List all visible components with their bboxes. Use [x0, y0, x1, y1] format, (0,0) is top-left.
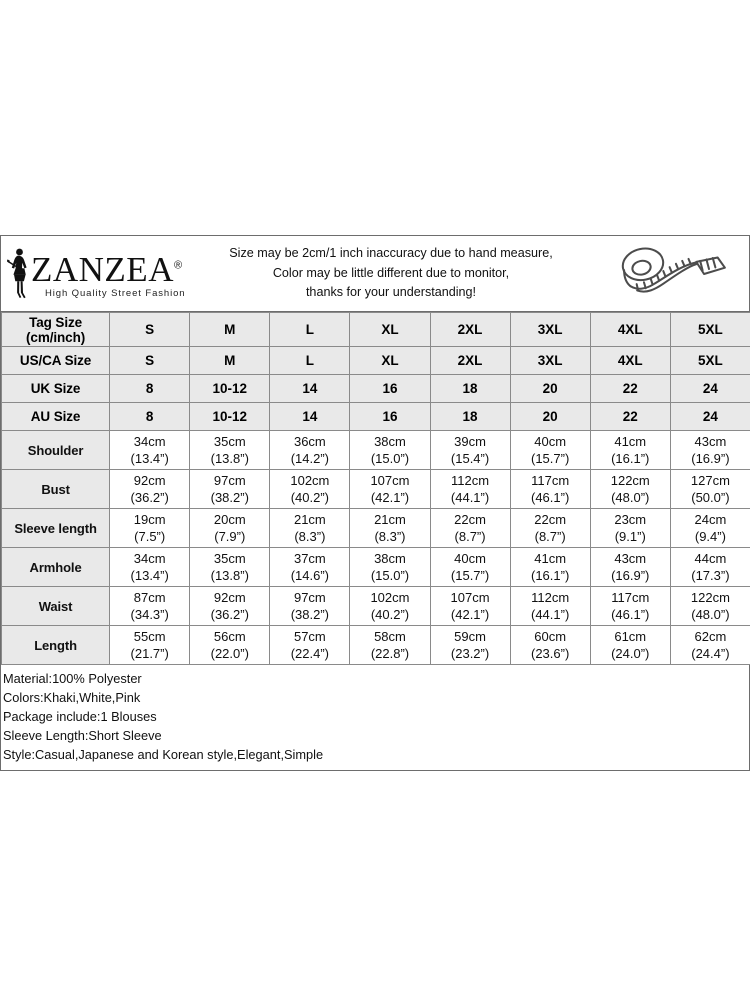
cell-armhole-6	[510, 548, 590, 587]
cell-tag-size-xl: XL	[350, 313, 430, 347]
value-cm: 107cm	[370, 473, 410, 488]
table-row-au-size	[2, 403, 750, 431]
cell-sleeve-8	[670, 509, 750, 548]
cell-sleeve-3	[270, 509, 350, 548]
table-row-uk-size	[2, 375, 750, 403]
cell-waist-3	[270, 587, 350, 626]
value-cm: 107cm	[450, 590, 490, 605]
value-cm: 112cm	[531, 590, 570, 605]
cell-tag-size-3xl: 3XL	[510, 313, 590, 347]
value-cm: 24cm	[694, 512, 727, 527]
value-inch: (23.2”)	[450, 646, 490, 661]
value-cm: 40cm	[534, 434, 567, 449]
value-inch: (48.0”)	[691, 607, 730, 622]
row-label-tag-size	[2, 313, 110, 347]
value-cm: 20cm	[213, 512, 246, 527]
value-cm: 23cm	[614, 512, 647, 527]
value-inch: (23.6”)	[531, 646, 570, 661]
value-inch: (22.8”)	[370, 646, 410, 661]
brand-lockup	[31, 250, 186, 300]
cell-shoulder-4	[350, 431, 430, 470]
value-cm: 22cm	[534, 512, 567, 527]
cell-waist-7	[590, 587, 670, 626]
cell-armhole-2	[190, 548, 270, 587]
cell-uk-size-1: 8	[110, 375, 190, 403]
cell-shoulder-6	[510, 431, 590, 470]
cell-usca-size-3: L	[270, 347, 350, 375]
cell-uk-size-2: 10-12	[190, 375, 270, 403]
value-cm: 117cm	[531, 473, 570, 488]
brand-logo	[1, 247, 186, 301]
cell-tag-size-s: S	[110, 313, 190, 347]
value-cm: 60cm	[534, 629, 567, 644]
cell-usca-size-7: 4XL	[590, 347, 670, 375]
cell-sleeve-7	[590, 509, 670, 548]
cell-uk-size-5: 18	[430, 375, 510, 403]
detail-style: Style:Casual,Japanese and Korean style,Elegant,Simple	[3, 747, 324, 762]
cell-au-size-7: 22	[590, 403, 670, 431]
cell-uk-size-4: 16	[350, 375, 430, 403]
detail-sleeve-length: Sleeve Length:Short Sleeve	[3, 728, 162, 743]
value-inch: (22.4”)	[290, 646, 330, 661]
value-inch: (38.2”)	[290, 607, 330, 622]
cell-waist-8	[670, 587, 750, 626]
cell-armhole-7	[590, 548, 670, 587]
table-row-armhole	[2, 548, 750, 587]
value-cm: 97cm	[213, 473, 246, 488]
value-inch: (8.7”)	[454, 529, 486, 544]
table-row-tag-size	[2, 313, 750, 347]
cell-au-size-5: 18	[430, 403, 510, 431]
row-label-waist: Waist	[2, 587, 110, 626]
cell-tag-size-2xl: 2XL	[430, 313, 510, 347]
cell-au-size-8: 24	[670, 403, 750, 431]
value-inch: (8.3”)	[294, 529, 326, 544]
value-cm: 38cm	[374, 434, 406, 449]
value-cm: 34cm	[133, 434, 166, 449]
cell-au-size-3: 14	[270, 403, 350, 431]
cell-bust-6	[510, 470, 590, 509]
value-cm: 44cm	[694, 551, 727, 566]
value-inch: (9.4”)	[694, 529, 726, 544]
value-inch: (46.1”)	[531, 490, 570, 505]
value-inch: (15.0”)	[370, 568, 410, 583]
value-inch: (8.3”)	[374, 529, 406, 544]
cell-shoulder-5	[430, 431, 510, 470]
row-label-au-size: AU Size	[2, 403, 110, 431]
row-label-line-2: (cm/inch)	[26, 329, 86, 345]
cell-shoulder-1	[110, 431, 190, 470]
row-label-shoulder: Shoulder	[2, 431, 110, 470]
measuring-tape-icon	[599, 242, 749, 306]
value-cm: 21cm	[374, 512, 406, 527]
value-cm: 41cm	[614, 434, 647, 449]
cell-tag-size-m: M	[190, 313, 270, 347]
value-inch: (13.4”)	[130, 451, 169, 466]
table-row-sleeve-length	[2, 509, 750, 548]
brand-name	[31, 250, 185, 290]
size-chart-table	[1, 312, 750, 665]
cell-bust-5	[430, 470, 510, 509]
value-inch: (16.1”)	[611, 451, 650, 466]
value-inch: (9.1”)	[614, 529, 646, 544]
value-inch: (14.2”)	[290, 451, 330, 466]
value-inch: (7.9”)	[214, 529, 246, 544]
cell-length-1	[110, 626, 190, 665]
value-cm: 35cm	[213, 551, 246, 566]
value-inch: (38.2”)	[210, 490, 249, 505]
table-row-usca-size	[2, 347, 750, 375]
value-inch: (40.2”)	[290, 490, 330, 505]
value-cm: 102cm	[370, 590, 410, 605]
cell-bust-1	[110, 470, 190, 509]
value-inch: (13.8”)	[210, 451, 249, 466]
cell-usca-size-1: S	[110, 347, 190, 375]
value-cm: 57cm	[293, 629, 326, 644]
cell-au-size-2: 10-12	[190, 403, 270, 431]
value-cm: 21cm	[293, 512, 326, 527]
cell-uk-size-8: 24	[670, 375, 750, 403]
cell-waist-6	[510, 587, 590, 626]
value-inch: (7.5”)	[134, 529, 166, 544]
cell-waist-4	[350, 587, 430, 626]
cell-shoulder-8	[670, 431, 750, 470]
value-cm: 19cm	[133, 512, 166, 527]
cell-au-size-4: 16	[350, 403, 430, 431]
row-label-bust: Bust	[2, 470, 110, 509]
value-inch: (14.6”)	[290, 568, 330, 583]
value-cm: 34cm	[133, 551, 166, 566]
row-label-length: Length	[2, 626, 110, 665]
value-inch: (13.8”)	[210, 568, 249, 583]
cell-tag-size-4xl: 4XL	[590, 313, 670, 347]
row-label-usca-size: US/CA Size	[2, 347, 110, 375]
cell-armhole-3	[270, 548, 350, 587]
brand-name-text: ZANZEA	[31, 250, 174, 290]
value-cm: 43cm	[694, 434, 727, 449]
value-inch: (15.4”)	[450, 451, 490, 466]
table-row-shoulder	[2, 431, 750, 470]
cell-armhole-1	[110, 548, 190, 587]
value-cm: 38cm	[374, 551, 406, 566]
notice-line-1: Size may be 2cm/1 inch inaccuracy due to hand measure,	[229, 246, 553, 261]
value-inch: (24.0”)	[611, 646, 650, 661]
cell-armhole-8	[670, 548, 750, 587]
notice-line-3: thanks for your understanding!	[305, 285, 477, 300]
value-cm: 117cm	[611, 590, 650, 605]
value-cm: 92cm	[133, 473, 166, 488]
value-inch: (16.1”)	[531, 568, 570, 583]
value-cm: 58cm	[374, 629, 406, 644]
value-cm: 62cm	[694, 629, 727, 644]
value-inch: (16.9”)	[611, 568, 650, 583]
detail-package: Package include:1 Blouses	[3, 709, 157, 724]
cell-bust-2	[190, 470, 270, 509]
value-inch: (22.0”)	[210, 646, 249, 661]
cell-waist-2	[190, 587, 270, 626]
cell-armhole-4	[350, 548, 430, 587]
cell-bust-8	[670, 470, 750, 509]
value-cm: 43cm	[614, 551, 647, 566]
value-cm: 35cm	[213, 434, 246, 449]
value-inch: (44.1”)	[531, 607, 570, 622]
size-table-body	[2, 313, 750, 665]
cell-length-7	[590, 626, 670, 665]
value-inch: (40.2”)	[370, 607, 410, 622]
value-cm: 87cm	[133, 590, 166, 605]
brand-tagline: High Quality Street Fashion	[45, 287, 186, 299]
row-label-armhole: Armhole	[2, 548, 110, 587]
cell-length-3	[270, 626, 350, 665]
value-inch: (15.7”)	[531, 451, 570, 466]
value-inch: (36.2”)	[130, 490, 169, 505]
cell-shoulder-2	[190, 431, 270, 470]
value-cm: 36cm	[293, 434, 326, 449]
value-cm: 56cm	[213, 629, 246, 644]
table-row-bust	[2, 470, 750, 509]
value-inch: (15.0”)	[370, 451, 410, 466]
cell-usca-size-8: 5XL	[670, 347, 750, 375]
value-cm: 122cm	[610, 473, 650, 488]
value-cm: 112cm	[451, 473, 490, 488]
cell-sleeve-1	[110, 509, 190, 548]
value-cm: 40cm	[454, 551, 486, 566]
value-cm: 55cm	[133, 629, 166, 644]
cell-length-2	[190, 626, 270, 665]
value-cm: 39cm	[454, 434, 486, 449]
cell-tag-size-5xl: 5XL	[670, 313, 750, 347]
cell-usca-size-4: XL	[350, 347, 430, 375]
measurement-notice	[183, 244, 599, 303]
value-inch: (42.1”)	[450, 607, 490, 622]
value-cm: 41cm	[534, 551, 567, 566]
content-block	[0, 235, 750, 771]
cell-sleeve-2	[190, 509, 270, 548]
value-cm: 22cm	[454, 512, 486, 527]
value-inch: (13.4”)	[130, 568, 169, 583]
cell-tag-size-l: L	[270, 313, 350, 347]
value-inch: (44.1”)	[450, 490, 490, 505]
value-cm: 127cm	[690, 473, 730, 488]
value-cm: 61cm	[614, 629, 647, 644]
cell-au-size-6: 20	[510, 403, 590, 431]
cell-uk-size-3: 14	[270, 375, 350, 403]
cell-bust-4	[350, 470, 430, 509]
value-cm: 59cm	[454, 629, 486, 644]
value-inch: (36.2”)	[210, 607, 249, 622]
value-inch: (48.0”)	[611, 490, 650, 505]
cell-bust-3	[270, 470, 350, 509]
value-inch: (8.7”)	[534, 529, 566, 544]
detail-material: Material:100% Polyester	[3, 671, 142, 686]
value-inch: (34.3”)	[130, 607, 169, 622]
cell-bust-7	[590, 470, 670, 509]
value-inch: (50.0”)	[691, 490, 730, 505]
row-label-line-1: Tag Size	[29, 314, 83, 330]
cell-usca-size-6: 3XL	[510, 347, 590, 375]
cell-armhole-5	[430, 548, 510, 587]
cell-length-8	[670, 626, 750, 665]
cell-uk-size-6: 20	[510, 375, 590, 403]
value-cm: 37cm	[293, 551, 326, 566]
cell-sleeve-6	[510, 509, 590, 548]
value-inch: (24.4”)	[691, 646, 730, 661]
cell-waist-5	[430, 587, 510, 626]
value-inch: (42.1”)	[370, 490, 410, 505]
cell-usca-size-5: 2XL	[430, 347, 510, 375]
value-inch: (16.9”)	[691, 451, 730, 466]
value-cm: 92cm	[213, 590, 246, 605]
cell-shoulder-3	[270, 431, 350, 470]
size-chart-page	[0, 235, 750, 771]
value-inch: (46.1”)	[611, 607, 650, 622]
row-label-uk-size: UK Size	[2, 375, 110, 403]
header-band	[1, 236, 749, 312]
cell-shoulder-7	[590, 431, 670, 470]
cell-au-size-1: 8	[110, 403, 190, 431]
cell-usca-size-2: M	[190, 347, 270, 375]
detail-colors: Colors:Khaki,White,Pink	[3, 690, 141, 705]
value-cm: 102cm	[290, 473, 330, 488]
registered-mark: ®	[173, 259, 183, 272]
cell-length-5	[430, 626, 510, 665]
notice-line-2: Color may be little different due to monitor,	[272, 265, 510, 280]
cell-waist-1	[110, 587, 190, 626]
cell-length-6	[510, 626, 590, 665]
row-label-sleeve-length: Sleeve length	[2, 509, 110, 548]
value-cm: 122cm	[690, 590, 730, 605]
product-details	[1, 665, 749, 770]
woman-silhouette-icon	[7, 247, 33, 299]
table-row-waist	[2, 587, 750, 626]
cell-sleeve-5	[430, 509, 510, 548]
value-inch: (21.7”)	[130, 646, 169, 661]
cell-sleeve-4	[350, 509, 430, 548]
table-row-length	[2, 626, 750, 665]
value-inch: (17.3”)	[691, 568, 730, 583]
cell-length-4	[350, 626, 430, 665]
value-inch: (15.7”)	[450, 568, 490, 583]
cell-uk-size-7: 22	[590, 375, 670, 403]
value-cm: 97cm	[293, 590, 326, 605]
